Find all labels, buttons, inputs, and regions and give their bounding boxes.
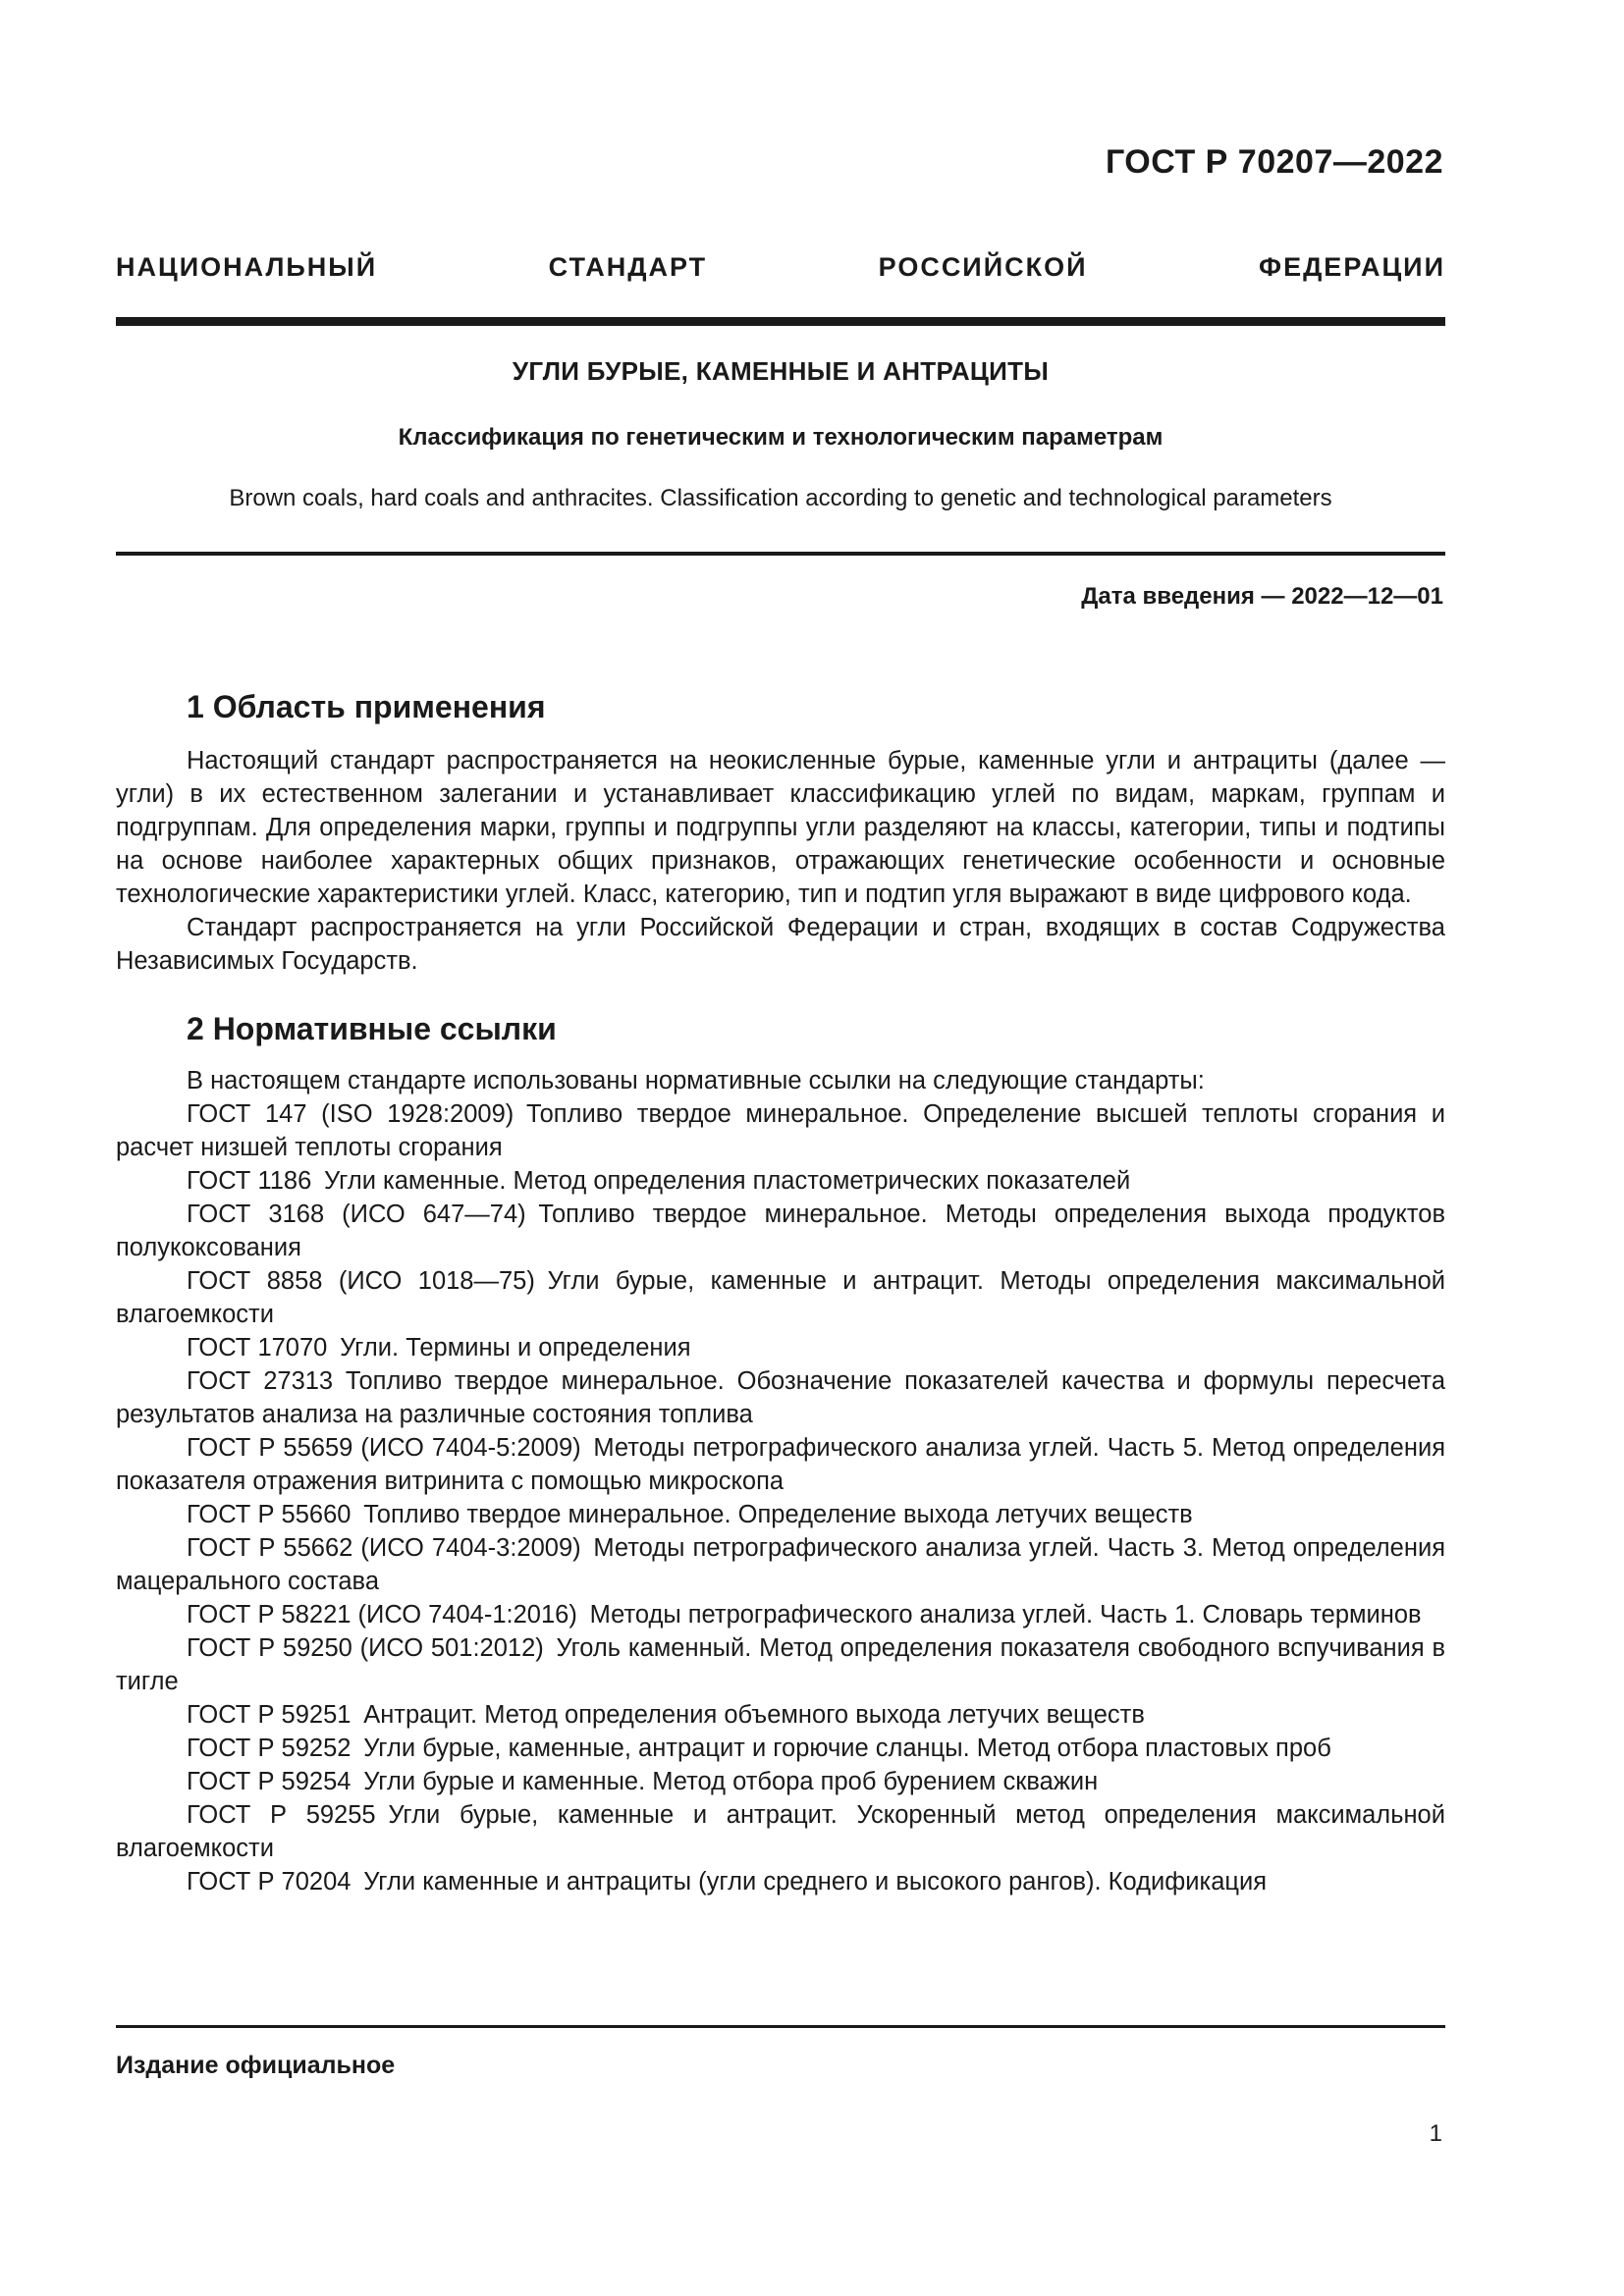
standard-title: УГЛИ БУРЫЕ, КАМЕННЫЕ И АНТРАЦИТЫ bbox=[512, 356, 1050, 386]
normative-reference-item bbox=[116, 1198, 1445, 1264]
document-body bbox=[116, 687, 1445, 1898]
standard-subtitle: Классификация по генетическим и технологическим параметрам bbox=[398, 424, 1164, 451]
reference-title: Угли каменные и антрациты (угли среднего и высокого рангов). Кодификация bbox=[363, 1868, 1268, 1896]
page-number: 1 bbox=[1429, 2120, 1442, 2147]
reference-title: Методы петрографического анализа углей. Часть 1. Словарь терминов bbox=[589, 1601, 1422, 1629]
reference-code: ГОСТ Р 59250 (ИСО 501:2012) bbox=[187, 1634, 544, 1662]
reference-title: Методы петрографического анализа углей. Часть 3. Метод определения мацерального состава bbox=[116, 1534, 1446, 1595]
reference-code: ГОСТ Р 58221 (ИСО 7404-1:2016) bbox=[187, 1601, 577, 1629]
normative-reference-item bbox=[116, 1765, 1445, 1798]
normative-reference-item bbox=[116, 1264, 1445, 1331]
header-divider bbox=[116, 317, 1445, 326]
reference-title: Методы петрографического анализа углей. Часть 5. Метод определения показателя отражения витринита с помощью микроскопа bbox=[116, 1434, 1446, 1495]
document-number: ГОСТ Р 70207—2022 bbox=[1105, 143, 1443, 181]
reference-code: ГОСТ Р 59251 bbox=[187, 1701, 352, 1729]
reference-title: Топливо твердое минеральное. Определение выхода летучих веществ bbox=[363, 1501, 1193, 1528]
reference-title: Топливо твердое минеральное. Определение высшей теплоты сгорания и расчет низшей теплоты сгорания bbox=[116, 1100, 1446, 1161]
normative-reference-item bbox=[116, 1431, 1445, 1498]
normative-reference-item bbox=[116, 1798, 1445, 1865]
section-1-paragraph: Настоящий стандарт распространяется на неокисленные бурые, каменные угли и антрациты (далее — угли) в их естественном залегании и устанавливает классификацию углей по видам, маркам, группам и подгруппам. Для определения марки, группы и подгруппы угли разделяют на классы, категории, типы и подтипы на основе наиболее характерных общих признаков, отражающих генетические особенности и основные технологические характеристики углей. Класс, категорию, тип и подтип угля выражают в виде цифрового кода. bbox=[116, 747, 1445, 908]
section-2-title: 2 Нормативные ссылки bbox=[187, 1011, 557, 1046]
edition-label: Издание официальное bbox=[116, 2052, 396, 2079]
reference-title: Угли бурые и каменные. Метод отбора проб бурением скважин bbox=[363, 1768, 1099, 1795]
normative-reference-item bbox=[116, 1364, 1445, 1431]
normative-reference-item bbox=[116, 1164, 1445, 1198]
normative-reference-item bbox=[116, 1732, 1445, 1765]
reference-code: ГОСТ 17070 bbox=[187, 1334, 328, 1362]
reference-title: Угли бурые, каменные и антрацит. Методы определения максимальной влагоемкости bbox=[116, 1267, 1445, 1328]
normative-reference-item bbox=[116, 1498, 1445, 1531]
reference-code: ГОСТ Р 70204 bbox=[187, 1868, 352, 1896]
standard-title-english: Brown coals, hard coals and anthracites. Classification according to genetic and technological parameters bbox=[229, 485, 1332, 511]
reference-title: Антрацит. Метод определения объемного выхода летучих веществ bbox=[363, 1701, 1145, 1729]
reference-code: ГОСТ 27313 bbox=[187, 1367, 334, 1395]
national-standard-heading: НАЦИОНАЛЬНЫЙ СТАНДАРТ РОССИЙСКОЙ ФЕДЕРАЦИИ bbox=[116, 252, 1445, 282]
reference-code: ГОСТ Р 59252 bbox=[187, 1735, 352, 1762]
normative-reference-item bbox=[116, 1531, 1445, 1598]
normative-reference-item bbox=[116, 1865, 1445, 1898]
reference-code: ГОСТ Р 59255 bbox=[187, 1801, 376, 1829]
reference-title: Угли бурые, каменные, антрацит и горючие сланцы. Метод отбора пластовых проб bbox=[363, 1735, 1331, 1762]
reference-code: ГОСТ Р 55660 bbox=[187, 1501, 352, 1528]
section-1-title: 1 Область применения bbox=[187, 689, 546, 724]
normative-reference-item bbox=[116, 1598, 1445, 1631]
normative-reference-item bbox=[116, 1698, 1445, 1732]
normative-reference-item bbox=[116, 1331, 1445, 1364]
section-2-intro: В настоящем стандарте использованы нормативные ссылки на следующие стандарты: bbox=[187, 1067, 1205, 1095]
reference-title: Угли. Термины и определения bbox=[340, 1334, 691, 1362]
footer-divider bbox=[116, 2025, 1445, 2028]
normative-reference-item bbox=[116, 1097, 1445, 1164]
reference-code: ГОСТ Р 55662 (ИСО 7404-3:2009) bbox=[187, 1534, 581, 1562]
reference-code: ГОСТ Р 59254 bbox=[187, 1768, 352, 1795]
reference-title: Топливо твердое минеральное. Обозначение показателей качества и формулы пересчета результатов анализа на различные состояния топлива bbox=[116, 1367, 1445, 1428]
reference-title: Угли бурые, каменные и антрацит. Ускоренный метод определения максимальной влагоемкости bbox=[116, 1801, 1445, 1862]
reference-code: ГОСТ 8858 (ИСО 1018—75) bbox=[187, 1267, 535, 1295]
normative-reference-item bbox=[116, 1631, 1445, 1698]
section-1-paragraph: Стандарт распространяется на угли Российской Федерации и стран, входящих в состав Содружества Независимых Государств. bbox=[116, 914, 1445, 975]
reference-title: Топливо твердое минеральное. Методы определения выхода продуктов полукоксования bbox=[116, 1201, 1445, 1261]
reference-code: ГОСТ 3168 (ИСО 647—74) bbox=[187, 1201, 526, 1228]
reference-title: Угли каменные. Метод определения пластометрических показателей bbox=[324, 1167, 1131, 1195]
reference-code: ГОСТ 1186 bbox=[187, 1167, 312, 1195]
introduction-date: Дата введения — 2022—12—01 bbox=[1081, 583, 1443, 610]
title-divider bbox=[116, 552, 1445, 556]
reference-code: ГОСТ 147 (ISO 1928:2009) bbox=[187, 1100, 514, 1128]
reference-code: ГОСТ Р 55659 (ИСО 7404-5:2009) bbox=[187, 1434, 581, 1462]
normative-reference-list bbox=[116, 1097, 1445, 1898]
reference-title: Уголь каменный. Метод определения показателя свободного вспучивания в тигле bbox=[116, 1634, 1445, 1695]
